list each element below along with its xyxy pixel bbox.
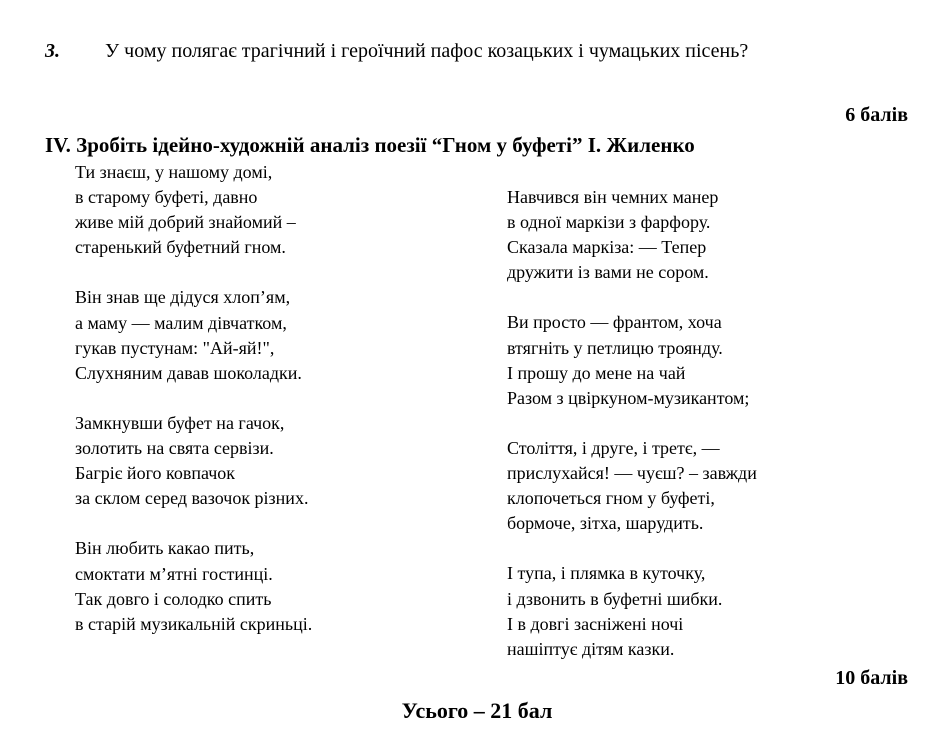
poem-line: прислухайся! — чуєш? – завжди (507, 463, 757, 484)
stanza (75, 160, 312, 260)
poem-line: Століття, і друге, і третє, — (507, 437, 720, 458)
poem-column-right (507, 185, 757, 687)
poem-line: в одної маркізи з фарфору. (507, 212, 711, 233)
poem-line: і дзвонить в буфетні шибки. (507, 588, 723, 609)
stanza (507, 436, 757, 536)
poem-line: Ви просто — франтом, хоча (507, 312, 722, 333)
question-3 (45, 40, 748, 63)
poem-line: Ти знаєш, у нашому домі, (75, 162, 273, 182)
stanza (75, 285, 312, 385)
poem-line: Замкнувши буфет на гачок, (75, 412, 285, 433)
stanza (75, 411, 312, 511)
poem-line: Так довго і солодко спить (75, 588, 272, 609)
poem-line: гукав пустунам: "Ай-яй!", (75, 337, 275, 358)
stanza (507, 310, 757, 410)
poem-line: І прошу до мене на чай (507, 362, 686, 383)
poem-line: в старій музикальній скриньці. (75, 613, 313, 634)
poem-line: Слухняним давав шоколадки. (75, 362, 302, 383)
poem-line: Він любить какао пить, (75, 538, 255, 559)
question-number: 3. (45, 40, 60, 62)
total-score: Усього – 21 бал (401, 698, 553, 723)
poem-line: Разом з цвіркуном-музикантом; (507, 387, 750, 408)
poem-column-left (75, 160, 312, 662)
poem-line: а маму — малим дівчатком, (75, 312, 287, 333)
poem-line: І тупа, і плямка в куточку, (507, 563, 706, 584)
poem-line: І в довгі засніжені ночі (507, 613, 684, 634)
points-question-4: 10 балів (835, 667, 908, 689)
poem-line: клопочеться гном у буфеті, (507, 488, 715, 509)
poem-line: смоктати м’ятні гостинці. (75, 563, 273, 584)
poem-line: Він знав ще дідуся хлоп’ям, (75, 287, 291, 308)
stanza (507, 185, 757, 285)
poem-line: в старому буфеті, давно (75, 187, 258, 208)
poem-line: Навчився він чемних манер (507, 187, 719, 207)
poem-line: живе мій добрий знайомий – (75, 212, 296, 233)
poem-line: золотить на свята сервізи. (75, 438, 274, 459)
poem-line: за склом серед вазочок різних. (75, 488, 309, 509)
poem-line: Сказала маркіза: — Тепер (507, 237, 707, 258)
poem-line: дружити із вами не сором. (507, 262, 709, 283)
poem-line: втягніть у петлицю троянду. (507, 337, 723, 358)
poem-line: Багріє його ковпачок (75, 463, 236, 484)
points-question-3: 6 балів (845, 104, 908, 126)
poem-line: нашіптує дітям казки. (507, 638, 675, 659)
question-text: У чому полягає трагічний і героїчний пафос козацьких і чумацьких пісень? (105, 40, 749, 62)
poem-line: бормоче, зітха, шарудить. (507, 513, 704, 534)
poem-line: старенький буфетний гном. (75, 237, 286, 258)
section-4-heading: IV. Зробіть ідейно-художній аналіз поезії “Гном у буфеті” І. Жиленко (45, 133, 695, 157)
stanza (75, 536, 312, 636)
stanza (507, 561, 757, 661)
